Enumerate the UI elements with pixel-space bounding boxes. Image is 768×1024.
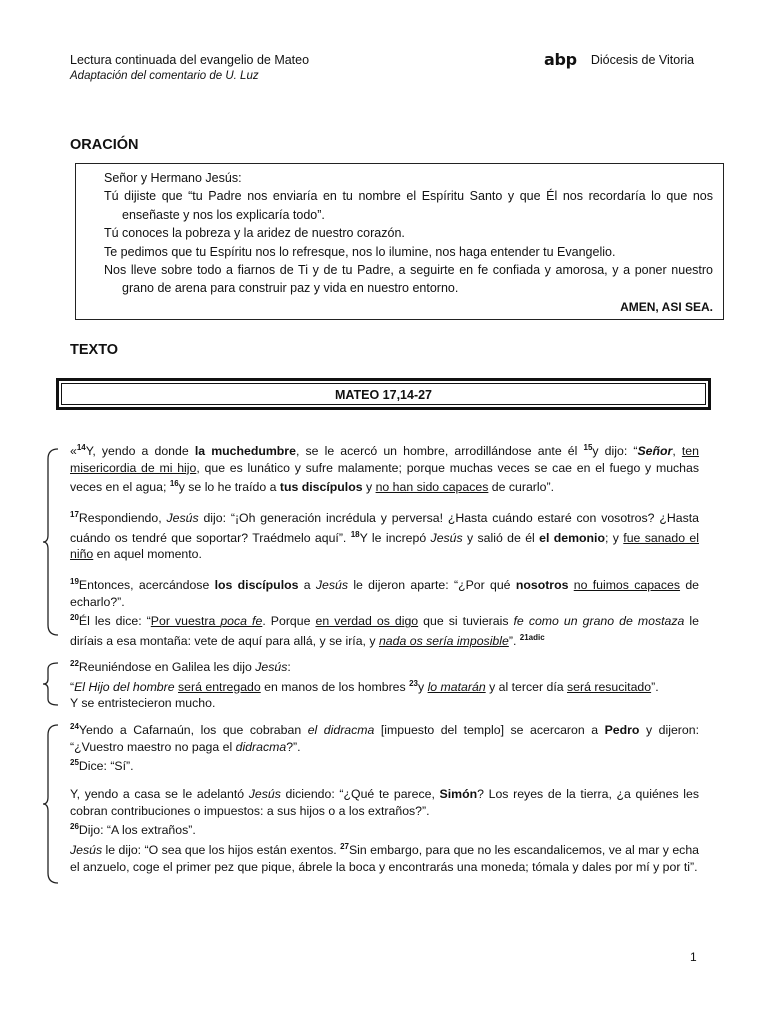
text-heading: TEXTO bbox=[70, 342, 119, 358]
publisher-block bbox=[544, 50, 694, 69]
prayer-heading: ORACIÓN bbox=[70, 137, 139, 153]
brace-icon bbox=[42, 447, 60, 637]
gospel-paragraph: $^{22}$Reuniéndose en Galilea les dijo Jesús: “El Hijo del hombre será entregado en manos de los hombres $^{23}$y lo matarán y al tercer día será resucitado”. Y se entristecieron mucho. bbox=[70, 659, 659, 711]
prayer-box bbox=[75, 163, 724, 320]
document-subtitle: Adaptación del comentario de U. Luz bbox=[70, 70, 259, 82]
abp-logo: abp bbox=[544, 50, 577, 69]
reference-banner bbox=[56, 378, 711, 410]
gospel-paragraph: $^{19}$Entonces, acercándose los discípulos a Jesús le dijeron aparte: “¿Por qué nosotros no fuimos capaces de echarlo?”. $^{20}$Él les dice: “Por vuestra poca fe. Porque en verdad os digo que si tuvierais fe como un grano de mostaza le diríais a esa montaña: vete de aquí para allá, y se iría, y nada os sería imposible”. $^{21adic}$ bbox=[70, 577, 700, 649]
brace-icon bbox=[42, 723, 60, 885]
prayer-line: Tú dijiste que “tu Padre nos enviaría en tu nombre el Espíritu Santo y que Él nos recordaría lo que nos enseñaste y nos los explicaría todo”. bbox=[104, 189, 713, 222]
brace-icon bbox=[42, 661, 60, 707]
document-header bbox=[70, 52, 309, 84]
diocese-name: Diócesis de Vitoria bbox=[590, 52, 695, 67]
prayer-line: Nos lleve sobre todo a fiarnos de Ti y de tu Padre, a seguirte en fe confiada y amorosa, y a poner nuestro grano de arena para construir paz y vida en nuestro entorno. bbox=[104, 263, 713, 296]
gospel-paragraph: $^{24}$Yendo a Cafarnaún, los que cobraban el didracma [impuesto del templo] se acercaron a Pedro y dijeron: “¿Vuestro maestro no paga el didracma?”. $^{25}$Dice: “Sí”. bbox=[70, 722, 699, 774]
prayer-line: Te pedimos que tu Espíritu nos lo refresque, nos lo ilumine, nos haga entender tu Evangelio. bbox=[104, 244, 616, 259]
gospel-paragraph: $^{17}$Respondiendo, Jesús dijo: “¡Oh generación incrédula y perversa! ¿Hasta cuándo estaré con vosotros? ¿Hasta cuándo os tendré que soportar? Traédmelo aquí”. $^{18}$Y le increpó Jesús y salió de él el demonio; y fue sanado el niño en aquel momento. bbox=[70, 510, 699, 562]
page-number: 1 bbox=[690, 950, 697, 964]
prayer-line: Tú conoces la pobreza y la aridez de nuestro corazón. bbox=[104, 226, 405, 241]
gospel-paragraph: «$^{14}$Y, yendo a donde la muchedumbre, se le acercó un hombre, arrodillándose ante él $^{15}$y dijo: “Señor, ten misericordia de mi hijo, que es lunático y sufre malamente; porque muchas veces se cae en el fuego y muchas veces en el agua; $^{16}$y se lo he traído a tus discípulos y no han sido capaces de curarlo”. bbox=[70, 443, 700, 495]
prayer-closing: AMEN, ASI SEA. bbox=[620, 299, 713, 314]
prayer-line: Señor y Hermano Jesús: bbox=[104, 171, 242, 185]
document-title: Lectura continuada del evangelio de Mateo bbox=[70, 53, 310, 67]
reference-label: MATEO 17,14-27 bbox=[61, 383, 706, 405]
gospel-paragraph: Y, yendo a casa se le adelantó Jesús diciendo: “¿Qué te parece, Simón? Los reyes de la tierra, ¿a quiénes les cobran contribuciones o impuestos: a sus hijos o a los extraños?”. $^{26}$Dijo: “A los extraños”. Jesús le dijo: “O sea que los hijos están exentos. $^{27}$Sin embargo, para que no les escandalicemos, ve al mar y echa el anzuelo, coge el primer pez que pique, ábrele la boca y encontrarás una moneda; tómala y dales por mí y por ti”. bbox=[70, 787, 699, 874]
